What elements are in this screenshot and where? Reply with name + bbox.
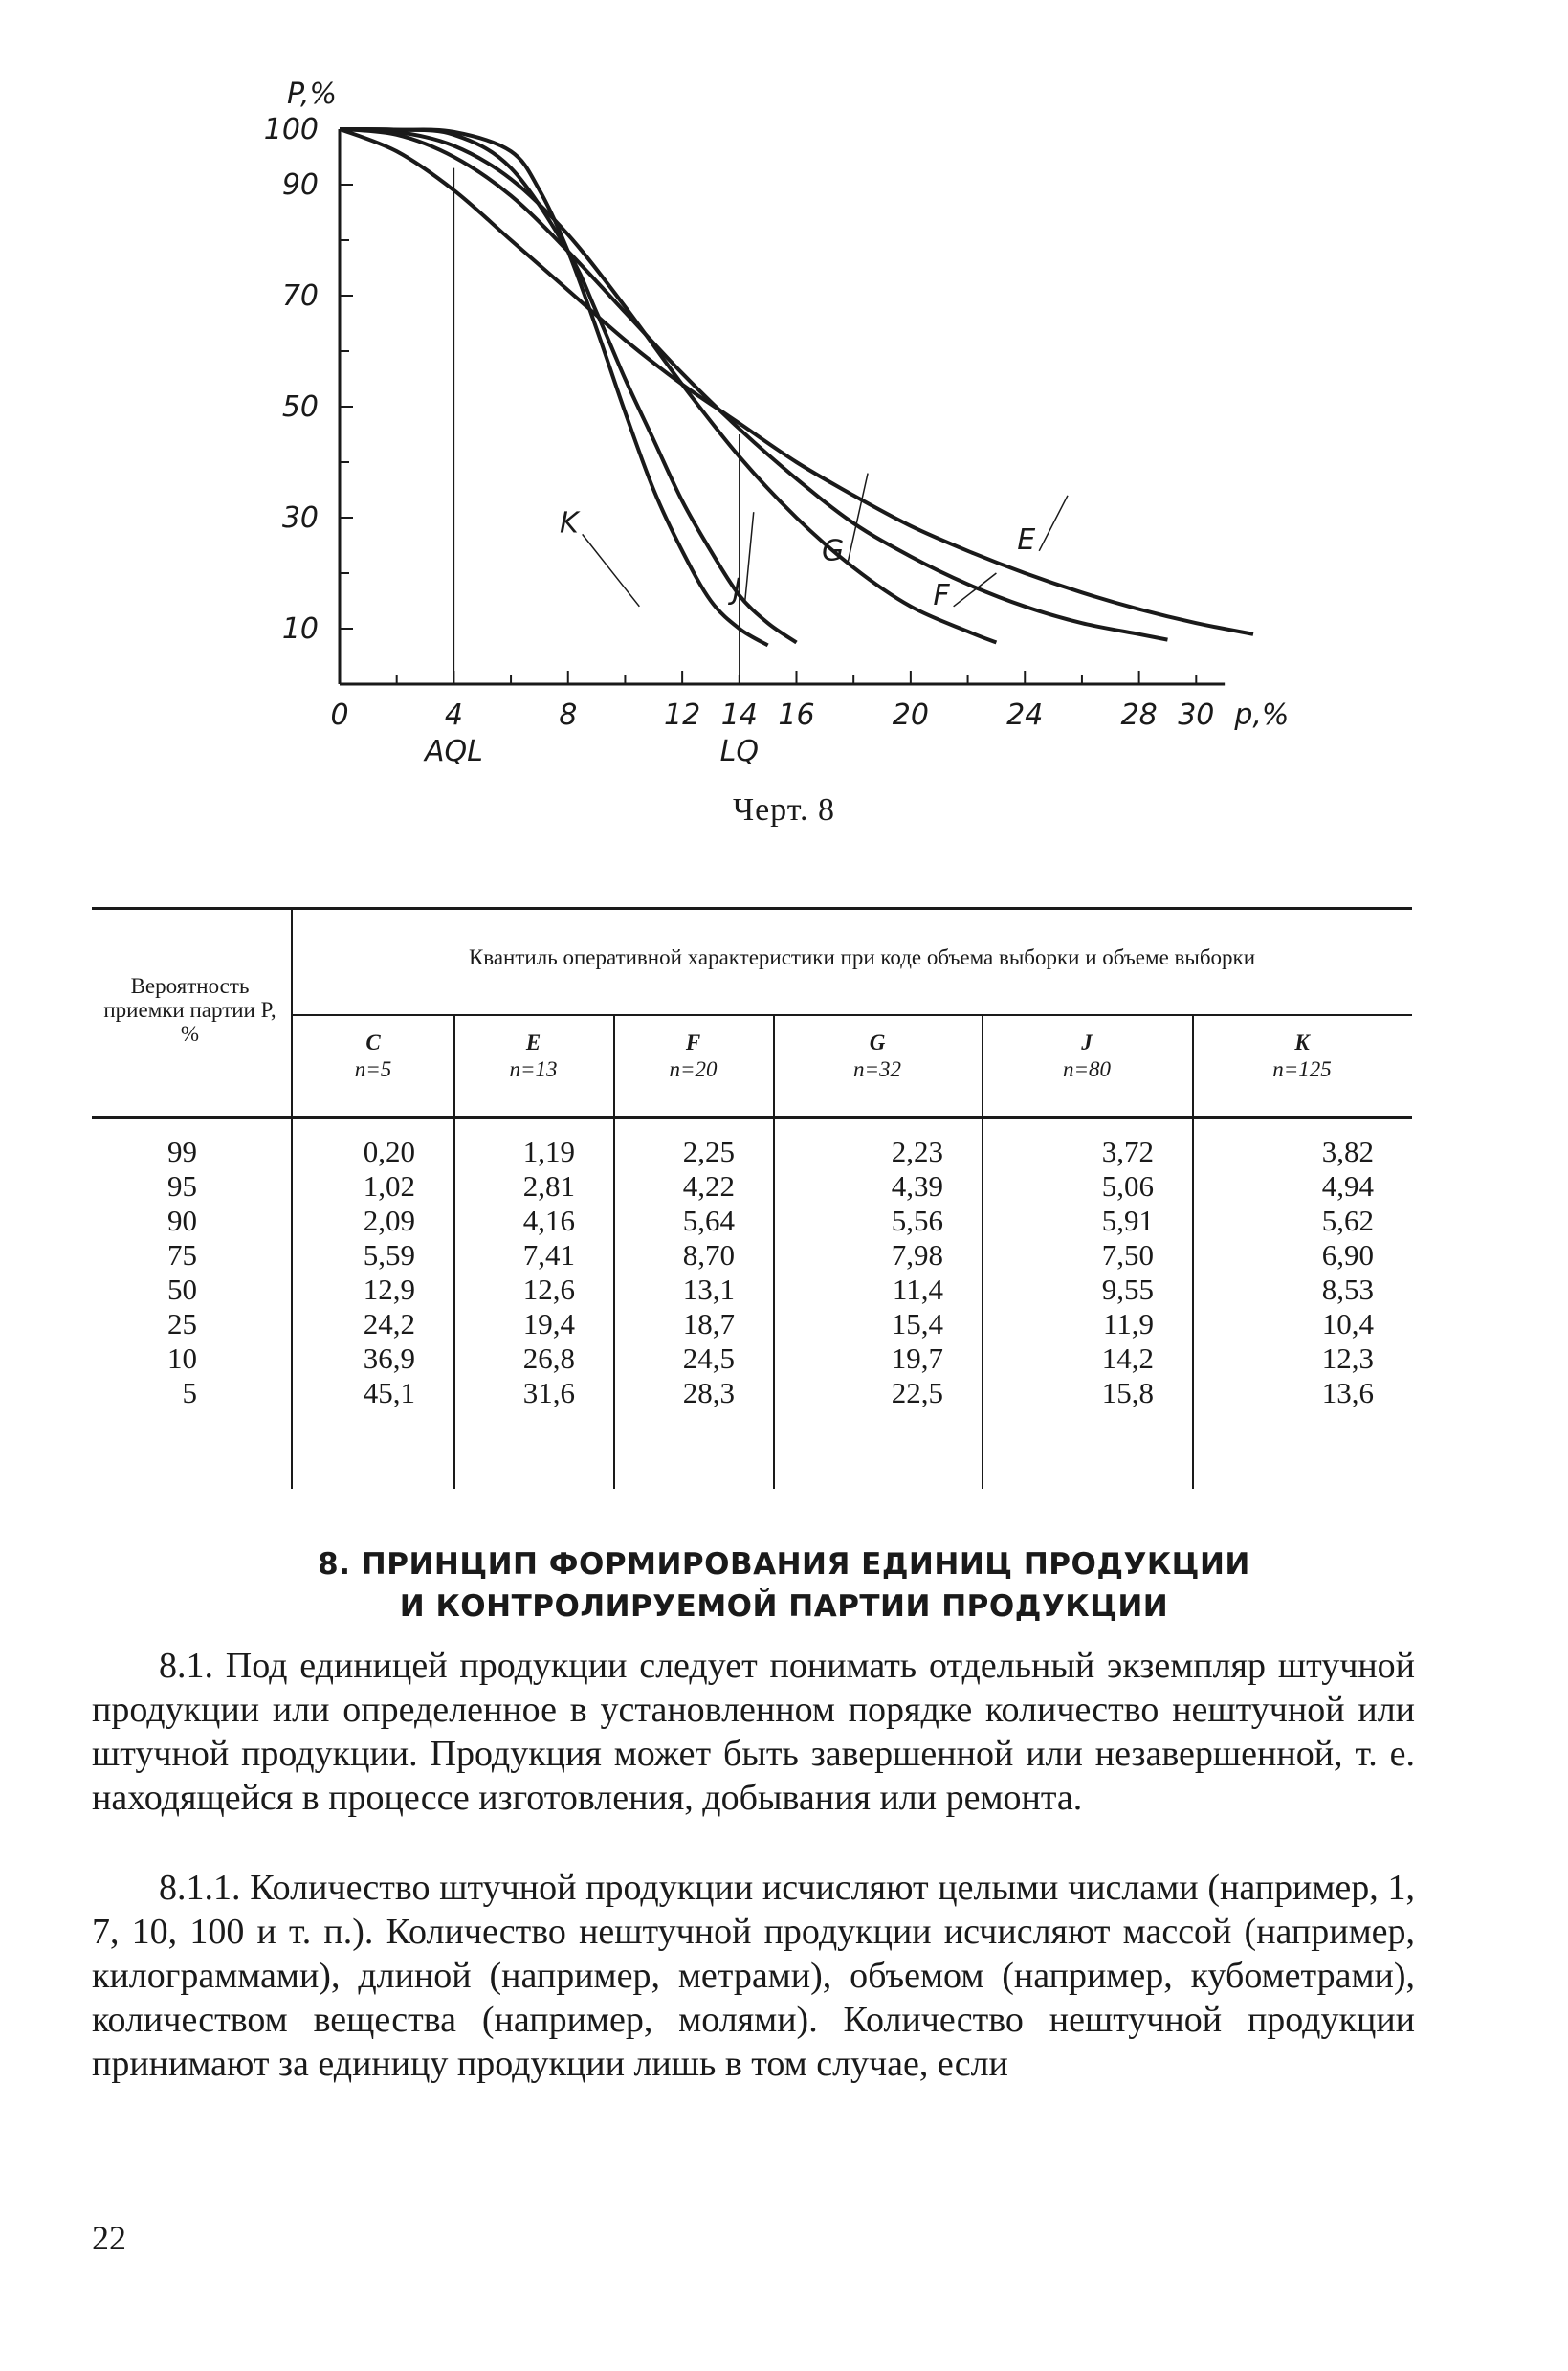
table-cell: 5,62 <box>1321 1204 1374 1237</box>
column-header-k <box>1192 1030 1412 1083</box>
curve-label-f: F <box>933 578 950 612</box>
table-cell: 4,94 <box>1321 1169 1374 1203</box>
chart-axes <box>340 129 1225 684</box>
table-cell: 11,9 <box>1102 1307 1154 1341</box>
curve-label-leader-g <box>848 474 868 563</box>
column-sample-size: n=80 <box>1062 1057 1112 1081</box>
curve-f <box>340 129 1167 640</box>
column-values-e <box>453 1135 575 1410</box>
table-cell: 15,4 <box>891 1307 943 1341</box>
y-axis-label: P,% <box>287 78 338 111</box>
probability-cell: 75 <box>167 1238 197 1272</box>
column-header-j <box>982 1030 1192 1083</box>
probability-cell: 10 <box>167 1341 197 1375</box>
curve-label-e: E <box>1017 522 1036 557</box>
paragraph-8-1-1 <box>92 1866 1415 2086</box>
x-axis-label: p,% <box>1234 698 1290 732</box>
table-cell: 7,41 <box>522 1238 575 1272</box>
marker-label-aql: AQL <box>424 735 483 768</box>
table-cell: 31,6 <box>522 1376 575 1409</box>
chart-labels <box>264 78 1290 768</box>
table-cell: 36,9 <box>363 1341 415 1375</box>
y-tick-label: 30 <box>281 501 319 535</box>
table-cell: 9,55 <box>1101 1273 1154 1306</box>
page-number: 22 <box>92 2219 126 2257</box>
x-tick-label: 0 <box>330 698 349 732</box>
column-header-e <box>453 1030 613 1083</box>
table-cell: 10,4 <box>1321 1307 1374 1341</box>
column-code: C <box>365 1030 381 1054</box>
column-code: F <box>685 1030 701 1054</box>
probability-cell: 95 <box>167 1169 197 1203</box>
table-cell: 13,6 <box>1321 1376 1374 1409</box>
quantile-table <box>92 907 1412 1491</box>
table-cell: 12,6 <box>522 1273 575 1306</box>
table-cell: 5,59 <box>363 1238 415 1272</box>
table-cell: 28,3 <box>682 1376 735 1409</box>
probability-cell: 90 <box>167 1204 197 1237</box>
column-code: J <box>1081 1030 1093 1054</box>
table-cell: 7,98 <box>891 1238 943 1272</box>
table-cell: 12,9 <box>363 1273 415 1306</box>
table-cell: 3,82 <box>1321 1135 1374 1168</box>
curve-label-leader-e <box>1039 496 1068 551</box>
x-tick-label: 16 <box>778 698 815 732</box>
chart-curves <box>340 129 1253 684</box>
chart-ticks <box>340 129 1196 684</box>
y-tick-label: 70 <box>281 279 319 313</box>
y-tick-label: 90 <box>281 168 319 202</box>
table-header-rule <box>92 1116 1412 1119</box>
x-tick-label: 8 <box>559 698 578 732</box>
curve-label-leader-j <box>745 512 754 601</box>
probability-cell: 50 <box>167 1273 197 1306</box>
x-tick-label: 30 <box>1178 698 1215 732</box>
column-sample-size: n=5 <box>354 1057 392 1081</box>
column-code: E <box>525 1030 541 1054</box>
table-cell: 7,50 <box>1101 1238 1154 1272</box>
column-header-g <box>773 1030 982 1083</box>
x-tick-label: 24 <box>1006 698 1044 732</box>
table-cell: 2,23 <box>891 1135 943 1168</box>
table-cell: 15,8 <box>1101 1376 1154 1409</box>
curve-j <box>340 129 797 643</box>
paragraph-8-1-text: 8.1. Под единицей продукции следует понимать отдельный экземпляр штучной продукции или определенное в установленном порядке количество нештучной или штучной продукции. Продукция может быть завершенной или незавершенной, т. е. находящейся в процессе изготовления, добывания или ремонта. <box>92 1646 1415 1818</box>
y-tick-label: 50 <box>281 390 319 424</box>
table-cell: 8,70 <box>682 1238 735 1272</box>
table-cell: 11,4 <box>892 1273 943 1306</box>
table-cell: 4,16 <box>522 1204 575 1237</box>
section-title <box>0 1543 1568 1628</box>
curve-g <box>340 129 996 643</box>
table-cell: 2,81 <box>522 1169 575 1203</box>
group-header: Квантиль оперативной характеристики при коде объема выборки и объеме выборки <box>468 945 1256 969</box>
table-cell: 6,90 <box>1321 1238 1374 1272</box>
table-cell: 5,06 <box>1101 1169 1154 1203</box>
marker-label-lq: LQ <box>719 735 759 768</box>
paragraph-8-1 <box>92 1644 1415 1820</box>
column-header-c <box>293 1030 453 1083</box>
column-header-f <box>613 1030 773 1083</box>
curve-label-g: G <box>821 534 845 568</box>
section-title-line2: И КОНТРОЛИРУЕМОЙ ПАРТИИ ПРОДУКЦИИ <box>399 1589 1169 1624</box>
table-cell: 24,5 <box>682 1341 735 1375</box>
oc-curves-chart <box>0 0 1568 785</box>
y-tick-label: 10 <box>281 612 319 646</box>
table-cell: 18,7 <box>682 1307 735 1341</box>
x-tick-label: 12 <box>664 698 701 732</box>
table-cell: 22,5 <box>891 1376 943 1409</box>
paragraph-8-1-1-text: 8.1.1. Количество штучной продукции исчисляют целыми числами (например, 1, 7, 10, 100 и т. п.). Количество нештучной продукции исчисляют массой (например, килограммами), длиной (например, метрами), объемом (например, кубометрами), количеством вещества (например, молями). Количество нештучной продукции принимают за единицу продукции лишь в том случае, если <box>92 1868 1415 2084</box>
table-cell: 14,2 <box>1101 1341 1154 1375</box>
table-cell: 2,25 <box>682 1135 735 1168</box>
probability-column <box>149 1135 197 1410</box>
x-tick-label: 28 <box>1120 698 1158 732</box>
column-values-g <box>773 1135 943 1410</box>
row-header: Вероятность приемки партии P, % <box>103 974 276 1046</box>
table-cell: 19,4 <box>522 1307 575 1341</box>
probability-cell: 5 <box>182 1376 197 1409</box>
chart-caption: Черт. 8 <box>732 792 836 828</box>
table-cell: 4,22 <box>682 1169 735 1203</box>
table-cell: 26,8 <box>522 1341 575 1375</box>
table-cell: 1,02 <box>363 1169 415 1203</box>
curve-label-j: J <box>732 573 741 607</box>
column-code: K <box>1294 1030 1310 1054</box>
table-cell: 45,1 <box>363 1376 415 1409</box>
curve-k <box>340 129 768 645</box>
table-cell: 3,72 <box>1101 1135 1154 1168</box>
table-cell: 5,56 <box>891 1204 943 1237</box>
y-tick-label: 100 <box>263 113 319 146</box>
table-cell: 12,3 <box>1321 1341 1374 1375</box>
column-values-c <box>293 1135 415 1410</box>
table-cell: 2,09 <box>363 1204 415 1237</box>
column-code: G <box>869 1030 886 1054</box>
table-cell: 5,64 <box>682 1204 735 1237</box>
probability-cell: 99 <box>167 1135 197 1168</box>
column-sample-size: n=13 <box>509 1057 558 1081</box>
x-tick-label: 14 <box>720 698 758 732</box>
curve-label-leader-f <box>954 573 997 607</box>
column-sample-size: n=20 <box>669 1057 718 1081</box>
table-cell: 0,20 <box>363 1135 415 1168</box>
table-cell: 13,1 <box>682 1273 735 1306</box>
curve-label-k: K <box>559 506 579 541</box>
table-subheader-rule <box>293 1014 1412 1016</box>
column-values-j <box>982 1135 1154 1410</box>
column-sample-size: n=125 <box>1272 1057 1332 1081</box>
x-tick-label: 20 <box>892 698 929 732</box>
x-tick-label: 4 <box>444 698 463 732</box>
table-cell: 8,53 <box>1321 1273 1374 1306</box>
curve-e <box>340 129 1253 634</box>
column-values-k <box>1192 1135 1374 1410</box>
column-sample-size: n=32 <box>852 1057 902 1081</box>
table-cell: 4,39 <box>891 1169 943 1203</box>
table-top-rule <box>92 907 1412 910</box>
table-cell: 24,2 <box>363 1307 415 1341</box>
table-cell: 19,7 <box>891 1341 943 1375</box>
table-cell: 1,19 <box>522 1135 575 1168</box>
column-values-f <box>613 1135 735 1410</box>
probability-cell: 25 <box>167 1307 197 1341</box>
curve-label-leader-k <box>583 534 640 606</box>
section-title-line1: 8. ПРИНЦИП ФОРМИРОВАНИЯ ЕДИНИЦ ПРОДУКЦИИ <box>318 1547 1250 1582</box>
table-cell: 5,91 <box>1101 1204 1154 1237</box>
